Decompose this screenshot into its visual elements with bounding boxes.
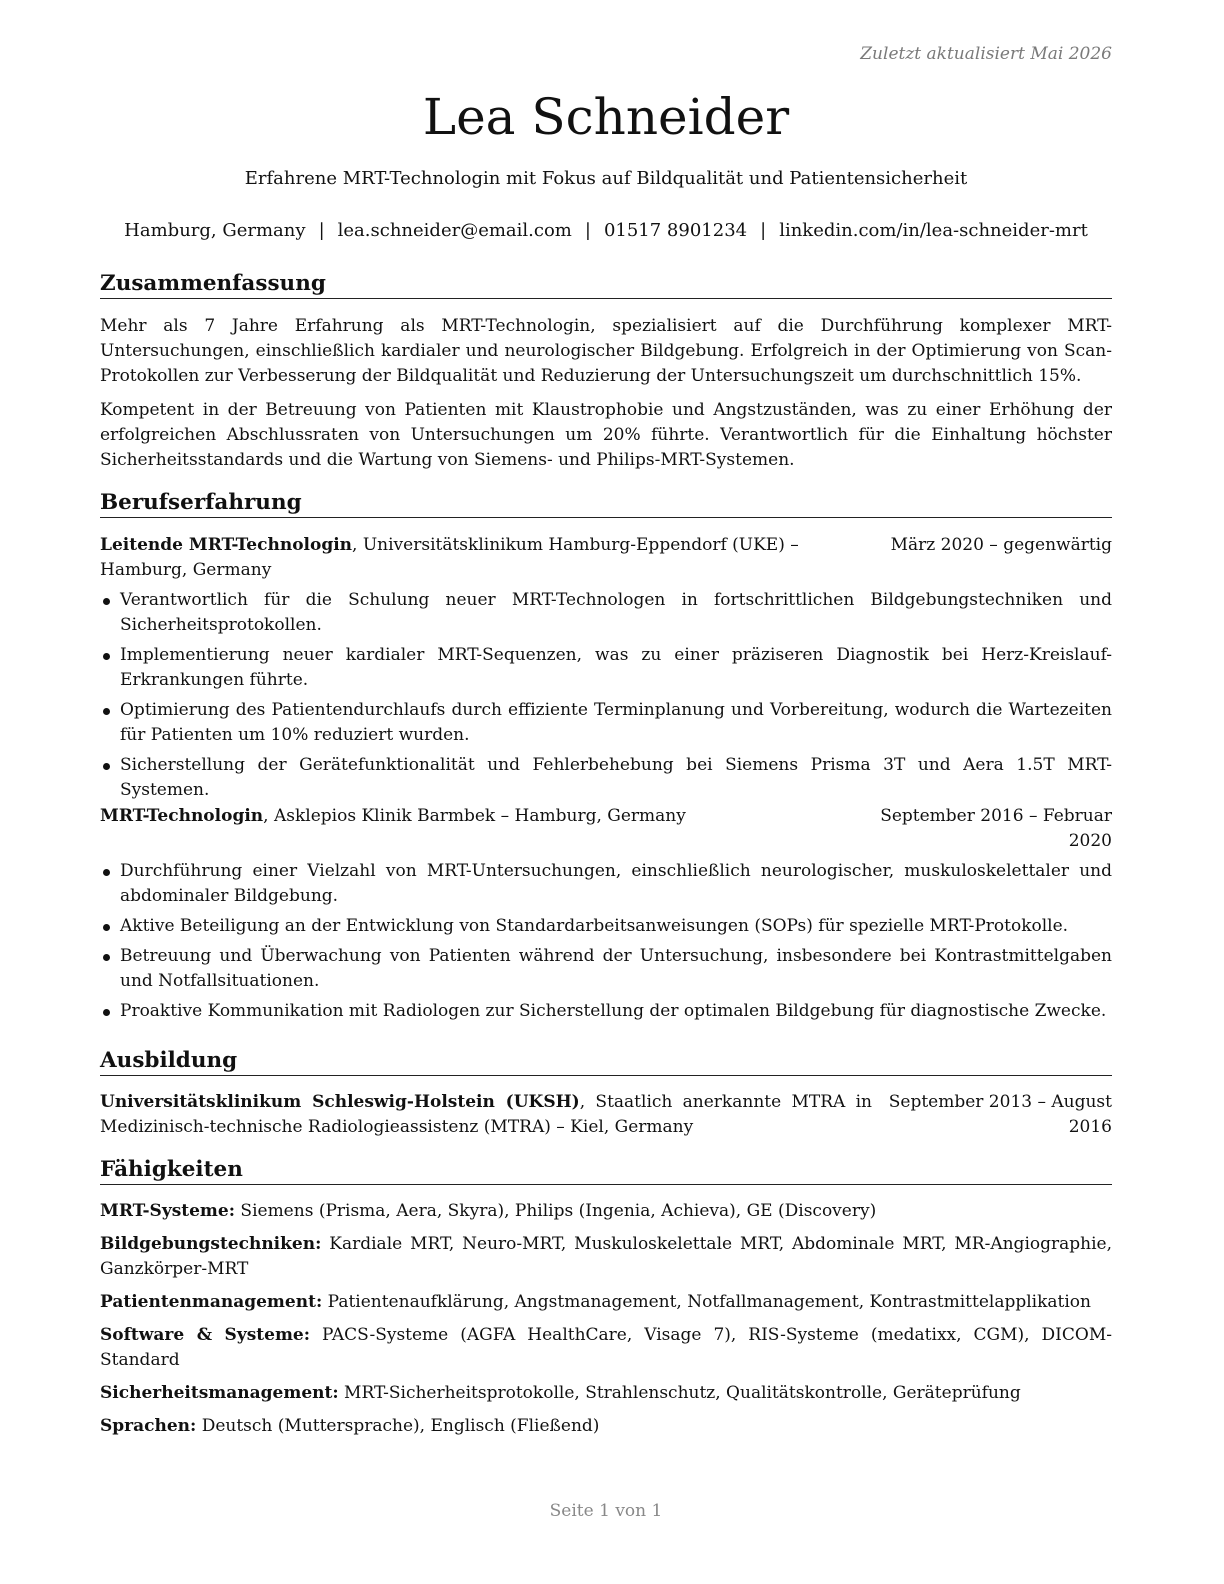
- contact-separator: |: [760, 220, 767, 241]
- job-bullets: [100, 859, 1112, 1024]
- skill-label: Sicherheitsmanagement:: [100, 1383, 339, 1403]
- skill-row: [100, 1232, 1112, 1282]
- job-bullets: [100, 588, 1112, 803]
- section-title-education: Ausbildung: [100, 1047, 1112, 1076]
- job-title: MRT-Technologin: [100, 806, 264, 826]
- skill-row: [100, 1199, 1112, 1224]
- candidate-name: Lea Schneider: [422, 88, 790, 146]
- list-item: Proaktive Kommunikation mit Radiologen zur Sicherstellung der optimalen Bildgebung für diagnostische Zwecke.: [100, 999, 1112, 1024]
- contact-separator: |: [318, 220, 325, 241]
- job-entry: [100, 533, 1112, 803]
- job-dates: März 2020 – gegenwärtig: [890, 535, 1112, 555]
- page-number: Seite 1 von 1: [549, 1501, 663, 1521]
- job-organization: , Universitätsklinikum Hamburg-Eppendorf (UKE) – Hamburg, Germany: [100, 535, 799, 580]
- job-dates: September 2016 – Februar 2020: [880, 806, 1112, 851]
- job-header: [100, 804, 1112, 854]
- contact-separator: |: [584, 220, 591, 241]
- contact-linkedin[interactable]: linkedin.com/in/lea-schneider-mrt: [779, 220, 1088, 241]
- job-role: [100, 804, 864, 829]
- job-entry: [100, 804, 1112, 1024]
- education-dates: September 2013 – August 2016: [888, 1092, 1112, 1137]
- list-item: Betreuung und Überwachung von Patienten während der Untersuchung, insbesondere bei Kontrastmittelgaben und Notfallsituationen.: [100, 944, 1112, 994]
- skill-label: MRT-Systeme:: [100, 1201, 236, 1221]
- skill-value: Kardiale MRT, Neuro-MRT, Muskuloskelettale MRT, Abdominale MRT, MR-Angiographie, Ganzkörper-MRT: [100, 1234, 1112, 1279]
- contact-location: Hamburg, Germany: [124, 220, 306, 241]
- skill-row: [100, 1323, 1112, 1373]
- skill-row: [100, 1381, 1112, 1406]
- job-header: [100, 533, 1112, 583]
- education-degree: [100, 1090, 872, 1140]
- resume-page: [100, 0, 1112, 1584]
- skill-value: PACS-Systeme (AGFA HealthCare, Visage 7), RIS-Systeme (medatixx, CGM), DICOM-Standard: [100, 1325, 1112, 1370]
- skill-label: Patientenmanagement:: [100, 1292, 323, 1312]
- skill-row: [100, 1414, 1112, 1439]
- section-title-summary: Zusammenfassung: [100, 270, 1112, 299]
- skills-block: [100, 1199, 1112, 1447]
- job-role: [100, 533, 879, 583]
- job-organization: , Asklepios Klinik Barmbek – Hamburg, Germany: [263, 806, 686, 826]
- list-item: Durchführung einer Vielzahl von MRT-Untersuchungen, einschließlich neurologischer, muskuloskelettaler und abdominaler Bildgebung.: [100, 859, 1112, 909]
- list-item: Optimierung des Patientendurchlaufs durch effiziente Terminplanung und Vorbereitung, wodurch die Wartezeiten für Patienten um 10% reduziert wurden.: [100, 698, 1112, 748]
- list-item: Sicherstellung der Gerätefunktionalität und Fehlerbehebung bei Siemens Prisma 3T und Aera 1.5T MRT-Systemen.: [100, 753, 1112, 803]
- contact-email[interactable]: lea.schneider@email.com: [337, 220, 572, 241]
- list-item: Implementierung neuer kardialer MRT-Sequenzen, was zu einer präziseren Diagnostik bei Herz-Kreislauf-Erkrankungen führte.: [100, 643, 1112, 693]
- skill-value: Deutsch (Muttersprache), Englisch (Fließend): [196, 1416, 600, 1436]
- section-title-skills: Fähigkeiten: [100, 1156, 1112, 1185]
- list-item: Verantwortlich für die Schulung neuer MRT-Technologen in fortschrittlichen Bildgebungstechniken und Sicherheitsprotokollen.: [100, 588, 1112, 638]
- education-header: [100, 1090, 1112, 1140]
- job-title: Leitende MRT-Technologin: [100, 535, 353, 555]
- summary-paragraph: Kompetent in der Betreuung von Patienten mit Klaustrophobie und Angstzuständen, was zu einer Erhöhung der erfolgreichen Abschlussraten von Untersuchungen um 20% führte. Verantwortlich für die Einhaltung höchster Sicherheitsstandards und die Wartung von Siemens- und Philips-MRT-Systemen.: [100, 400, 1112, 470]
- skill-value: MRT-Sicherheitsprotokolle, Strahlenschutz, Qualitätskontrolle, Geräteprüfung: [338, 1383, 1021, 1403]
- skill-value: Siemens (Prisma, Aera, Skyra), Philips (Ingenia, Achieva), GE (Discovery): [235, 1201, 877, 1221]
- skill-label: Software & Systeme:: [100, 1325, 311, 1345]
- skill-label: Bildgebungstechniken:: [100, 1234, 322, 1254]
- education-detail: , Staatlich anerkannte MTRA in Medizinisch-technische Radiologieassistenz (MTRA) – Kiel, Germany: [100, 1092, 872, 1137]
- education-entry: [100, 1090, 1112, 1140]
- contact-line: [100, 219, 1112, 243]
- contact-phone: 01517 8901234: [603, 220, 748, 241]
- skill-value: Patientenaufklärung, Angstmanagement, Notfallmanagement, Kontrastmittelapplikation: [322, 1292, 1091, 1312]
- skill-label: Sprachen:: [100, 1416, 197, 1436]
- education-school: Universitätsklinikum Schleswig-Holstein (UKSH): [100, 1092, 580, 1112]
- section-title-experience: Berufserfahrung: [100, 489, 1112, 518]
- skill-row: [100, 1290, 1112, 1315]
- summary-paragraph: Mehr als 7 Jahre Erfahrung als MRT-Technologin, spezialisiert auf die Durchführung komplexer MRT-Untersuchungen, einschließlich kardialer und neurologischer Bildgebung. Erfolgreich in der Optimierung von Scan-Protokollen zur Verbesserung der Bildqualität und Reduzierung der Untersuchungszeit um durchschnittlich 15%.: [100, 316, 1112, 386]
- headline: Erfahrene MRT-Technologin mit Fokus auf Bildqualität und Patientensicherheit: [244, 168, 968, 189]
- list-item: Aktive Beteiligung an der Entwicklung von Standardarbeitsanweisungen (SOPs) für spezielle MRT-Protokolle.: [100, 914, 1112, 939]
- last-updated: Zuletzt aktualisiert Mai 2026: [860, 44, 1112, 64]
- summary-block: [100, 314, 1112, 473]
